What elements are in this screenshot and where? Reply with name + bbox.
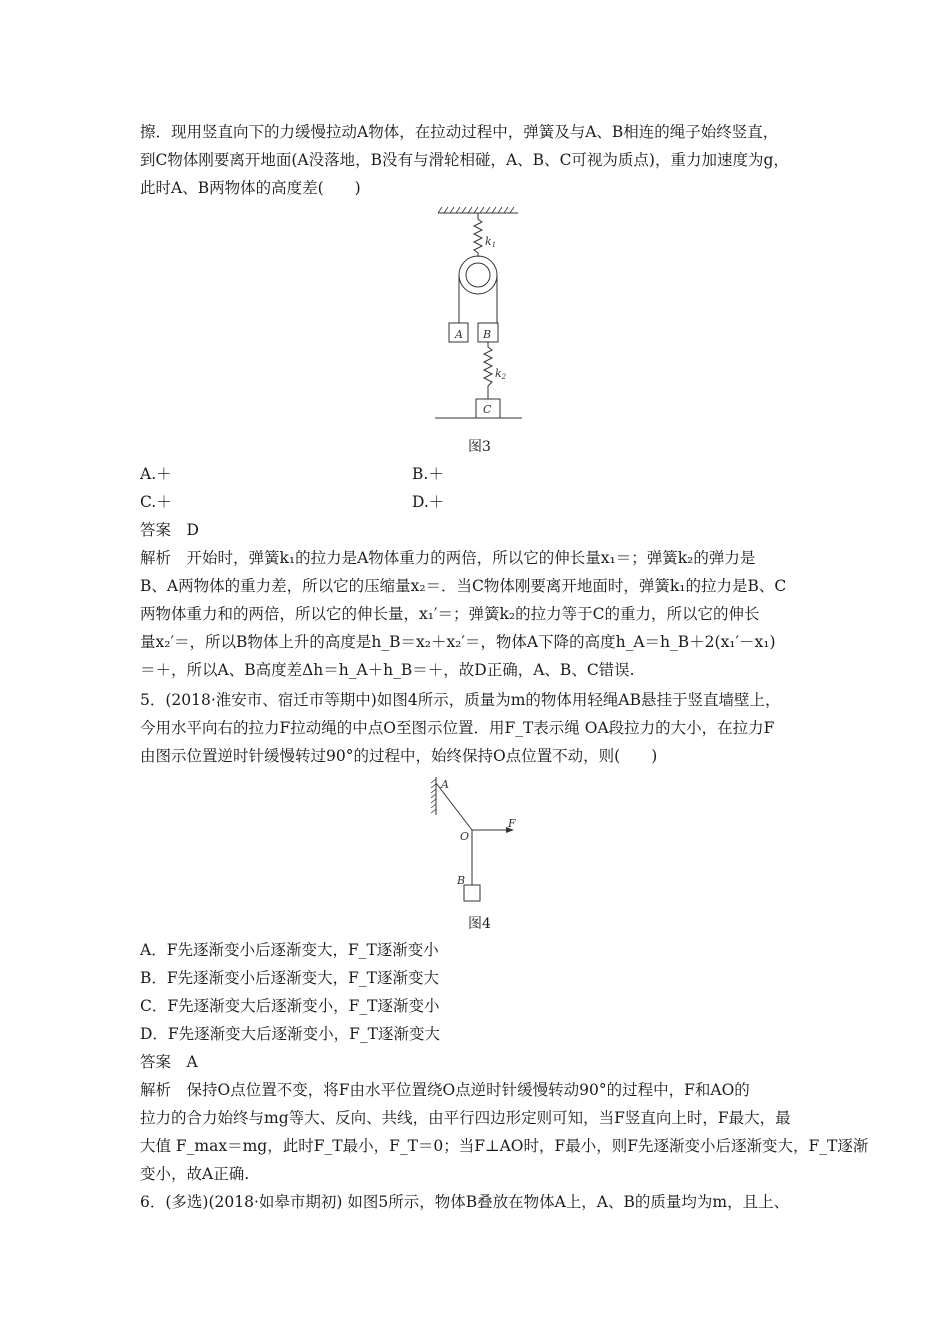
p4-option-a: A.＋ (140, 465, 172, 483)
p4-analysis-1: 解析 开始时，弹簧k₁的拉力是A物体重力的两倍，所以它的伸长量x₁＝；弹簧k₂的弹力是 (140, 549, 756, 567)
label-block-b: B (483, 328, 492, 341)
label-point-a: A (441, 778, 449, 791)
p5-line-2: 今用水平向右的拉力F拉动绳的中点O至图示位置．用F_T表示绳 OA段拉力的大小，在拉力F (140, 719, 775, 737)
label-point-o: O (460, 830, 470, 843)
figure-4-rope-wall (430, 775, 530, 905)
label-point-b: B (457, 874, 466, 887)
p5-option-a: A．F先逐渐变小后逐渐变大，F_T逐渐变小 (140, 941, 439, 959)
p6-line-1: 6．(多选)(2018·如皋市期初) 如图5所示，物体B叠放在物体A上，A、B的质量均为m，且上、 (140, 1193, 790, 1211)
label-force-f: F (508, 817, 516, 830)
p5-option-c: C．F先逐渐变大后逐渐变小，F_T逐渐变小 (140, 997, 440, 1015)
p4-option-d: D.＋ (412, 493, 445, 511)
p4-line-2: 到C物体刚要离开地面(A没落地，B没有与滑轮相碰，A、B、C可视为质点)，重力加速度为g， (140, 151, 789, 169)
p5-line-1: 5．(2018·淮安市、宿迁市等期中)如图4所示，质量为m的物体用轻绳AB悬挂于竖直墙壁上， (140, 691, 781, 709)
p4-option-b: B.＋ (412, 465, 444, 483)
p4-analysis-5: ＝＋，所以A、B高度差Δh＝h_A＋h_B＝＋，故D正确，A、B、C错误. (140, 661, 635, 679)
p5-analysis-1: 解析 保持O点位置不变，将F由水平位置绕O点逆时针缓慢转动90°的过程中，F和AO的 (140, 1081, 750, 1099)
p5-line-3: 由图示位置逆时针缓慢转过90°的过程中，始终保持O点位置不动，则( ) (140, 747, 658, 765)
label-block-a: A (455, 328, 463, 341)
p4-option-c: C.＋ (140, 493, 172, 511)
p5-analysis-4: 变小，故A正确. (140, 1165, 250, 1183)
p5-analysis-3: 大值 F_max＝mg，此时F_T最小，F_T＝0；当F⊥AO时，F最小，则F先逐渐变小后逐渐变大，F_T逐渐 (140, 1137, 869, 1155)
p4-analysis-4: 量x₂′＝，所以B物体上升的高度是h_B＝x₂＋x₂′＝，物体A下降的高度h_A＝h_B＋2(x₁′－x₁) (140, 633, 776, 651)
label-k2: k2 (495, 367, 507, 381)
p4-line-3: 此时A、B两物体的高度差( ) (140, 179, 361, 197)
p5-analysis-2: 拉力的合力始终与mg等大、反向、共线，由平行四边形定则可知，当F竖直向上时，F最大，最 (140, 1109, 791, 1127)
p4-analysis-3: 两物体重力和的两倍，所以它的伸长量，x₁′＝；弹簧k₂的拉力等于C的重力，所以它的伸长 (140, 605, 760, 623)
figure-3-caption: 图3 (468, 439, 491, 455)
label-k1: k1 (485, 235, 497, 249)
p4-analysis-2: B、A两物体的重力差，所以它的压缩量x₂＝．当C物体刚要离开地面时，弹簧k₁的拉力是B、C (140, 577, 787, 595)
p5-option-d: D．F先逐渐变大后逐渐变小，F_T逐渐变大 (140, 1025, 441, 1043)
label-block-c: C (483, 403, 492, 416)
figure-4-caption: 图4 (468, 916, 491, 932)
p4-answer: 答案 D (140, 521, 199, 539)
figure-3-spring-pulley (430, 205, 530, 420)
p5-answer: 答案 A (140, 1053, 198, 1071)
p5-option-b: B．F先逐渐变小后逐渐变大，F_T逐渐变大 (140, 969, 439, 987)
p4-line-1: 擦．现用竖直向下的力缓慢拉动A物体，在拉动过程中，弹簧及与A、B相连的绳子始终竖直， (140, 123, 779, 141)
